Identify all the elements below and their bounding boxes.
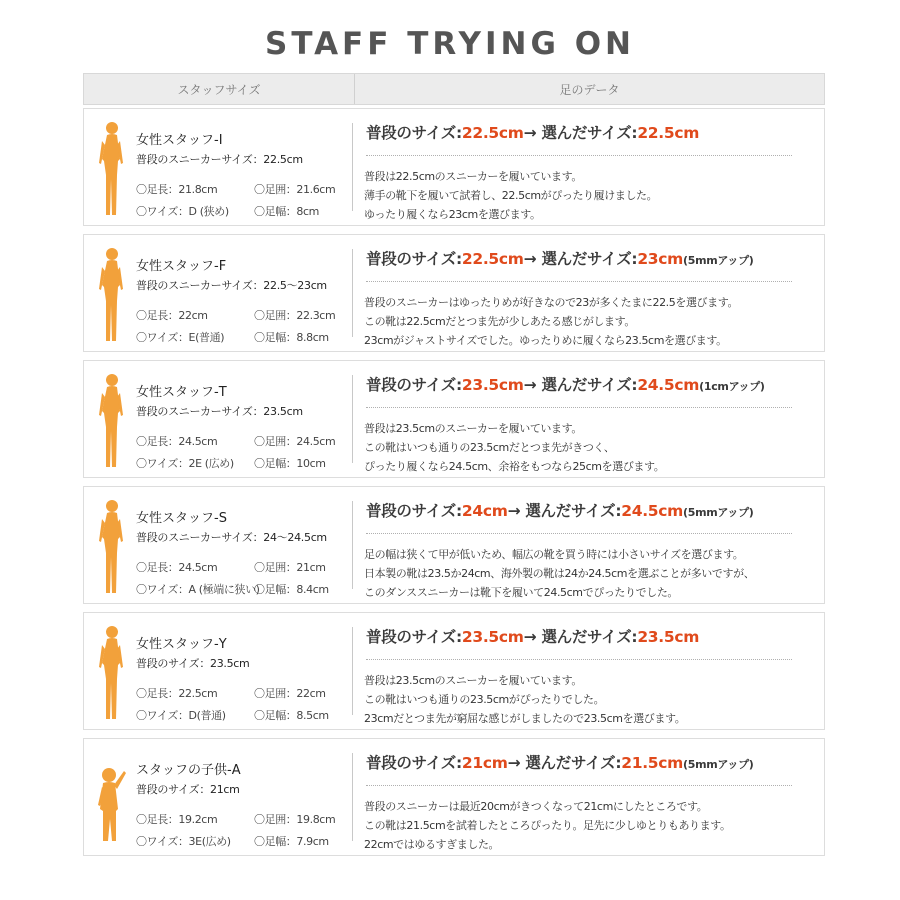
usual-size-value: 23.5cm xyxy=(461,376,524,394)
card-divider xyxy=(352,753,353,841)
staff-name: 女性スタッフ-I xyxy=(136,133,223,148)
staff-card xyxy=(83,738,825,856)
foot-width: 〇足幅：10cm xyxy=(254,457,326,470)
foot-length: 〇足長：24.5cm xyxy=(136,561,218,574)
comment-line: 足の幅は狭くて甲が低いため、幅広の靴を買う時には小さいサイズを選びます。 xyxy=(364,548,744,561)
foot-length: 〇足長：22.5cm xyxy=(136,687,218,700)
fitting-comments xyxy=(364,671,824,728)
usual-size-label: 普段のサイズ: xyxy=(366,376,462,394)
foot-girth: 〇足囲：21.6cm xyxy=(254,183,336,196)
fitting-comments xyxy=(364,293,824,350)
usual-sneaker-size: 普段のスニーカーサイズ：22.5cm xyxy=(136,153,303,166)
chosen-size-label: → 選んだサイズ: xyxy=(523,628,638,646)
size-change-note: (5mmアップ) xyxy=(683,506,754,519)
foot-wise: 〇ワイズ：3E(広め) xyxy=(136,835,231,848)
card-divider xyxy=(352,627,353,715)
chosen-size-value: 22.5cm xyxy=(637,124,700,142)
comment-line: 日本製の靴は23.5か24cm、海外製の靴は24か24.5cmを選ぶことが多いですが、 xyxy=(364,567,755,580)
comment-line: この靴はいつも通りの23.5cmだとつま先がきつく、 xyxy=(364,441,615,454)
usual-sneaker-size: 普段のスニーカーサイズ：22.5〜23cm xyxy=(136,279,327,292)
chosen-size-label: → 選んだサイズ: xyxy=(523,376,638,394)
foot-width: 〇足幅：8cm xyxy=(254,205,319,218)
foot-girth: 〇足囲：24.5cm xyxy=(254,435,336,448)
foot-width: 〇足幅：8.8cm xyxy=(254,331,329,344)
usual-sneaker-size: 普段のサイズ：21cm xyxy=(136,783,240,796)
comment-line: 普段は23.5cmのスニーカーを履いています。 xyxy=(364,422,582,435)
woman-silhouette-icon xyxy=(96,623,126,723)
staff-name: 女性スタッフ-F xyxy=(136,259,227,274)
usual-size-label: 普段のサイズ: xyxy=(366,250,462,268)
card-divider xyxy=(352,375,353,463)
dotted-divider xyxy=(366,281,792,282)
staff-card xyxy=(83,108,825,226)
table-header xyxy=(83,73,825,105)
card-divider xyxy=(352,249,353,337)
staff-name: スタッフの子供-A xyxy=(136,763,241,778)
comment-line: この靴はいつも通りの23.5cmがぴったりでした。 xyxy=(364,693,605,706)
usual-size-value: 21cm xyxy=(461,754,508,772)
usual-sneaker-size: 普段のスニーカーサイズ：24〜24.5cm xyxy=(136,531,327,544)
dotted-divider xyxy=(366,785,792,786)
size-headline xyxy=(366,121,699,143)
usual-size-label: 普段のサイズ: xyxy=(366,502,462,520)
dotted-divider xyxy=(366,659,792,660)
chosen-size-label: → 選んだサイズ: xyxy=(523,124,638,142)
chosen-size-value: 24.5cm xyxy=(637,376,700,394)
foot-wise: 〇ワイズ：A (極端に狭い) xyxy=(136,583,260,596)
chosen-size-value: 23.5cm xyxy=(637,628,700,646)
staff-name: 女性スタッフ-Y xyxy=(136,637,227,652)
comment-line: ゆったり履くなら23cmを選びます。 xyxy=(364,208,541,221)
dotted-divider xyxy=(366,155,792,156)
card-divider xyxy=(352,123,353,211)
foot-wise: 〇ワイズ：D(普通) xyxy=(136,709,226,722)
foot-width: 〇足幅：7.9cm xyxy=(254,835,329,848)
chosen-size-label: → 選んだサイズ: xyxy=(507,502,622,520)
comment-line: 薄手の靴下を履いて試着し、22.5cmがぴったり履けました。 xyxy=(364,189,658,202)
comment-line: この靴は21.5cmを試着したところぴったり。足先に少しゆとりもあります。 xyxy=(364,819,731,832)
header-staff-size: スタッフサイズ xyxy=(84,74,355,104)
comment-line: このダンススニーカーは靴下を履いて24.5cmでぴったりでした。 xyxy=(364,586,679,599)
usual-size-value: 22.5cm xyxy=(461,250,524,268)
foot-wise: 〇ワイズ：E(普通) xyxy=(136,331,225,344)
woman-silhouette-icon xyxy=(96,245,126,345)
usual-size-label: 普段のサイズ: xyxy=(366,628,462,646)
comment-line: 普段のスニーカーは最近20cmがきつくなって21cmにしたところです。 xyxy=(364,800,708,813)
staff-name: 女性スタッフ-S xyxy=(136,511,227,526)
dotted-divider xyxy=(366,407,792,408)
fitting-comments xyxy=(364,797,824,854)
chosen-size-label: → 選んだサイズ: xyxy=(507,754,622,772)
foot-girth: 〇足囲：22cm xyxy=(254,687,326,700)
fitting-comments xyxy=(364,419,824,476)
foot-girth: 〇足囲：21cm xyxy=(254,561,326,574)
woman-silhouette-icon xyxy=(96,497,126,597)
foot-width: 〇足幅：8.4cm xyxy=(254,583,329,596)
child-silhouette-icon xyxy=(96,749,126,849)
comment-line: 普段のスニーカーはゆったりめが好きなので23が多くたまに22.5を選びます。 xyxy=(364,296,739,309)
staff-card xyxy=(83,234,825,352)
staff-card xyxy=(83,486,825,604)
comment-line: 22cmではゆるすぎました。 xyxy=(364,838,500,851)
size-headline xyxy=(366,499,754,521)
size-headline xyxy=(366,751,754,773)
woman-silhouette-icon xyxy=(96,119,126,219)
chosen-size-value: 23cm xyxy=(637,250,684,268)
foot-length: 〇足長：21.8cm xyxy=(136,183,218,196)
foot-length: 〇足長：19.2cm xyxy=(136,813,218,826)
usual-size-value: 22.5cm xyxy=(461,124,524,142)
staff-card xyxy=(83,612,825,730)
size-headline xyxy=(366,247,754,269)
comment-line: この靴は22.5cmだとつま先が少しあたる感じがします。 xyxy=(364,315,635,328)
foot-length: 〇足長：24.5cm xyxy=(136,435,218,448)
usual-size-label: 普段のサイズ: xyxy=(366,754,462,772)
fitting-comments xyxy=(364,545,824,602)
comment-line: ぴったり履くなら24.5cm、余裕をもつなら25cmを選びます。 xyxy=(364,460,665,473)
foot-width: 〇足幅：8.5cm xyxy=(254,709,329,722)
usual-sneaker-size: 普段のスニーカーサイズ：23.5cm xyxy=(136,405,303,418)
usual-size-value: 24cm xyxy=(461,502,508,520)
chosen-size-value: 24.5cm xyxy=(621,502,684,520)
page-title: STAFF TRYING ON xyxy=(265,26,635,62)
foot-girth: 〇足囲：22.3cm xyxy=(254,309,336,322)
fitting-comments xyxy=(364,167,824,224)
usual-size-label: 普段のサイズ: xyxy=(366,124,462,142)
size-change-note: (5mmアップ) xyxy=(683,758,754,771)
woman-silhouette-icon xyxy=(96,371,126,471)
foot-wise: 〇ワイズ：2E (広め) xyxy=(136,457,234,470)
size-headline xyxy=(366,625,699,647)
foot-girth: 〇足囲：19.8cm xyxy=(254,813,336,826)
size-headline xyxy=(366,373,765,395)
comment-line: 普段は23.5cmのスニーカーを履いています。 xyxy=(364,674,582,687)
usual-sneaker-size: 普段のサイズ：23.5cm xyxy=(136,657,250,670)
chosen-size-value: 21.5cm xyxy=(621,754,684,772)
size-change-note: (1cmアップ) xyxy=(699,380,765,393)
comment-line: 普段は22.5cmのスニーカーを履いています。 xyxy=(364,170,582,183)
usual-size-value: 23.5cm xyxy=(461,628,524,646)
chosen-size-label: → 選んだサイズ: xyxy=(523,250,638,268)
size-change-note: (5mmアップ) xyxy=(683,254,754,267)
foot-length: 〇足長：22cm xyxy=(136,309,208,322)
comment-line: 23cmだとつま先が窮屈な感じがしましたので23.5cmを選びます。 xyxy=(364,712,686,725)
header-foot-data: 足のデータ xyxy=(559,82,620,97)
staff-card xyxy=(83,360,825,478)
dotted-divider xyxy=(366,533,792,534)
staff-name: 女性スタッフ-T xyxy=(136,385,227,400)
comment-line: 23cmがジャストサイズでした。ゆったりめに履くなら23.5cmを選びます。 xyxy=(364,334,727,347)
card-divider xyxy=(352,501,353,589)
foot-wise: 〇ワイズ：D (狭め) xyxy=(136,205,229,218)
